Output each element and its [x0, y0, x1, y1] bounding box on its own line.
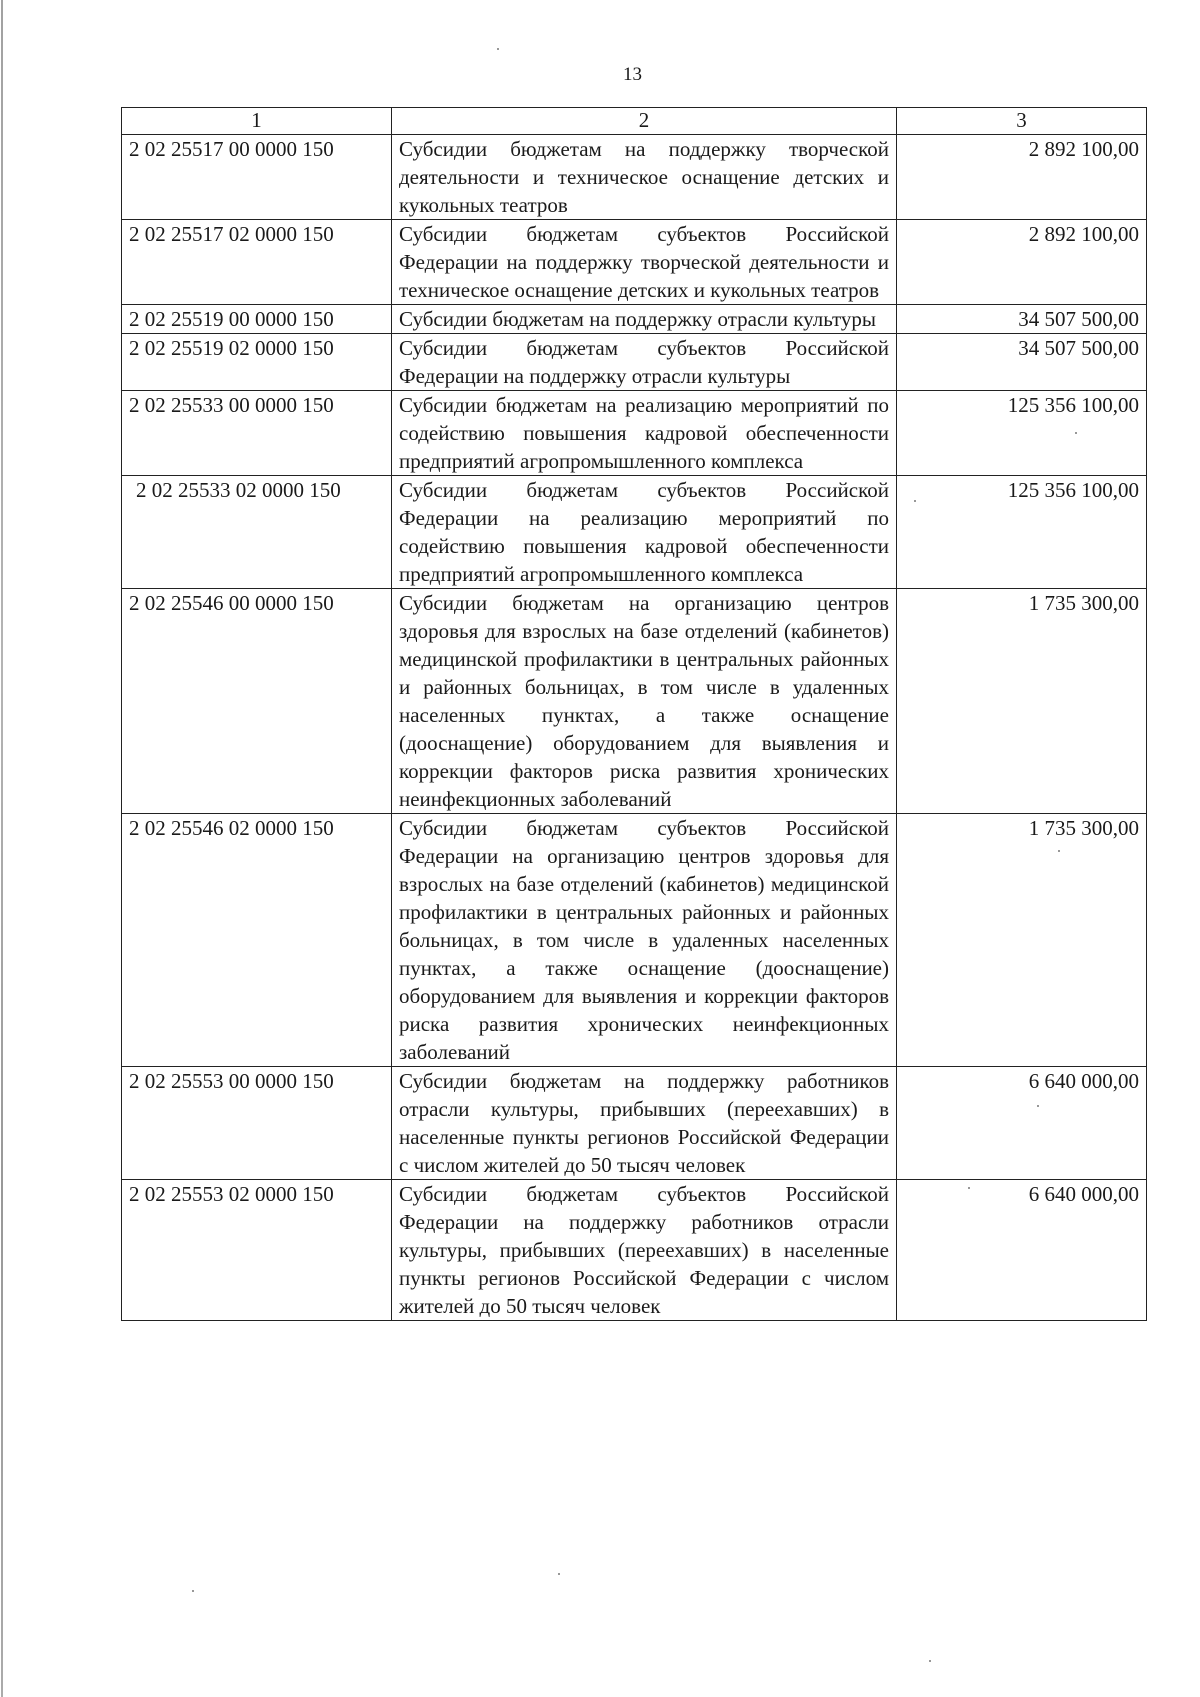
scan-speck: [929, 1660, 931, 1662]
row-amount: 6 640 000,00: [897, 1067, 1147, 1180]
column-header-code: 1: [122, 108, 392, 135]
table-row: [122, 476, 1147, 589]
table-row: [122, 1180, 1147, 1321]
table-row: [122, 589, 1147, 814]
row-description: Субсидии бюджетам на поддержку работников отрасли культуры, прибывших (переехавших) в населенные пункты регионов Российской Федерации с числом жителей до 50 тысяч человек: [392, 1067, 897, 1180]
row-description: Субсидии бюджетам на реализацию мероприятий по содействию повышения кадровой обеспеченности предприятий агропромышленного комплекса: [392, 391, 897, 476]
table-row: [122, 135, 1147, 220]
budget-revenue-table: [121, 107, 1147, 1321]
table-row: [122, 1067, 1147, 1180]
table-row: [122, 391, 1147, 476]
row-amount: 125 356 100,00: [897, 476, 1147, 589]
column-header-description: 2: [392, 108, 897, 135]
row-amount: 6 640 000,00: [897, 1180, 1147, 1321]
row-description: Субсидии бюджетам субъектов Российской Федерации на поддержку отрасли культуры: [392, 334, 897, 391]
table-header-row: [122, 108, 1147, 135]
row-code: 2 02 25519 00 0000 150: [122, 305, 392, 334]
scan-speck: [558, 1573, 560, 1575]
row-code: 2 02 25546 00 0000 150: [122, 589, 392, 814]
row-description: Субсидии бюджетам субъектов Российской Федерации на реализацию мероприятий по содействию повышения кадровой обеспеченности предприятий агропромышленного комплекса: [392, 476, 897, 589]
row-description: Субсидии бюджетам субъектов Российской Федерации на организацию центров здоровья для взрослых на базе отделений (кабинетов) медицинской профилактики в центральных районных и районных больницах, в том числе в удаленных населенных пунктах, а также оснащение (дооснащение) оборудованием для выявления и коррекции факторов риска развития хронических неинфекционных заболеваний: [392, 814, 897, 1067]
row-description: Субсидии бюджетам субъектов Российской Федерации на поддержку творческой деятельности и техническое оснащение детских и кукольных театров: [392, 220, 897, 305]
row-description: Субсидии бюджетам на поддержку отрасли культуры: [392, 305, 897, 334]
row-amount: 2 892 100,00: [897, 135, 1147, 220]
row-code: 2 02 25517 00 0000 150: [122, 135, 392, 220]
scan-speck: [914, 500, 916, 502]
row-code: 2 02 25533 02 0000 150: [122, 476, 392, 589]
scan-speck: [968, 1187, 970, 1189]
table-row: [122, 305, 1147, 334]
row-amount: 1 735 300,00: [897, 814, 1147, 1067]
table-row: [122, 220, 1147, 305]
row-description: Субсидии бюджетам на поддержку творческой деятельности и техническое оснащение детских и кукольных театров: [392, 135, 897, 220]
row-amount: 34 507 500,00: [897, 305, 1147, 334]
row-code: 2 02 25553 00 0000 150: [122, 1067, 392, 1180]
scan-speck: [1075, 432, 1077, 434]
column-header-amount: 3: [897, 108, 1147, 135]
row-description: Субсидии бюджетам субъектов Российской Федерации на поддержку работников отрасли культуры, прибывших (переехавших) в населенные пункты регионов Российской Федерации с числом жителей до 50 тысяч человек: [392, 1180, 897, 1321]
table-row: [122, 334, 1147, 391]
row-amount: 2 892 100,00: [897, 220, 1147, 305]
row-code: 2 02 25517 02 0000 150: [122, 220, 392, 305]
scan-speck: [1037, 1105, 1039, 1107]
page-number: 13: [623, 64, 642, 85]
row-amount: 1 735 300,00: [897, 589, 1147, 814]
scan-speck: [497, 48, 499, 50]
row-code: 2 02 25546 02 0000 150: [122, 814, 392, 1067]
row-code: 2 02 25519 02 0000 150: [122, 334, 392, 391]
scan-edge-shadow: [1, 0, 3, 1697]
table-row: [122, 814, 1147, 1067]
scan-speck: [1058, 850, 1060, 852]
row-amount: 34 507 500,00: [897, 334, 1147, 391]
scan-speck: [192, 1590, 194, 1592]
row-code: 2 02 25533 00 0000 150: [122, 391, 392, 476]
row-amount: 125 356 100,00: [897, 391, 1147, 476]
row-code: 2 02 25553 02 0000 150: [122, 1180, 392, 1321]
row-description: Субсидии бюджетам на организацию центров здоровья для взрослых на базе отделений (кабинетов) медицинской профилактики в центральных районных и районных больницах, в том числе в удаленных населенных пунктах, а также оснащение (дооснащение) оборудованием для выявления и коррекции факторов риска развития хронических неинфекционных заболеваний: [392, 589, 897, 814]
